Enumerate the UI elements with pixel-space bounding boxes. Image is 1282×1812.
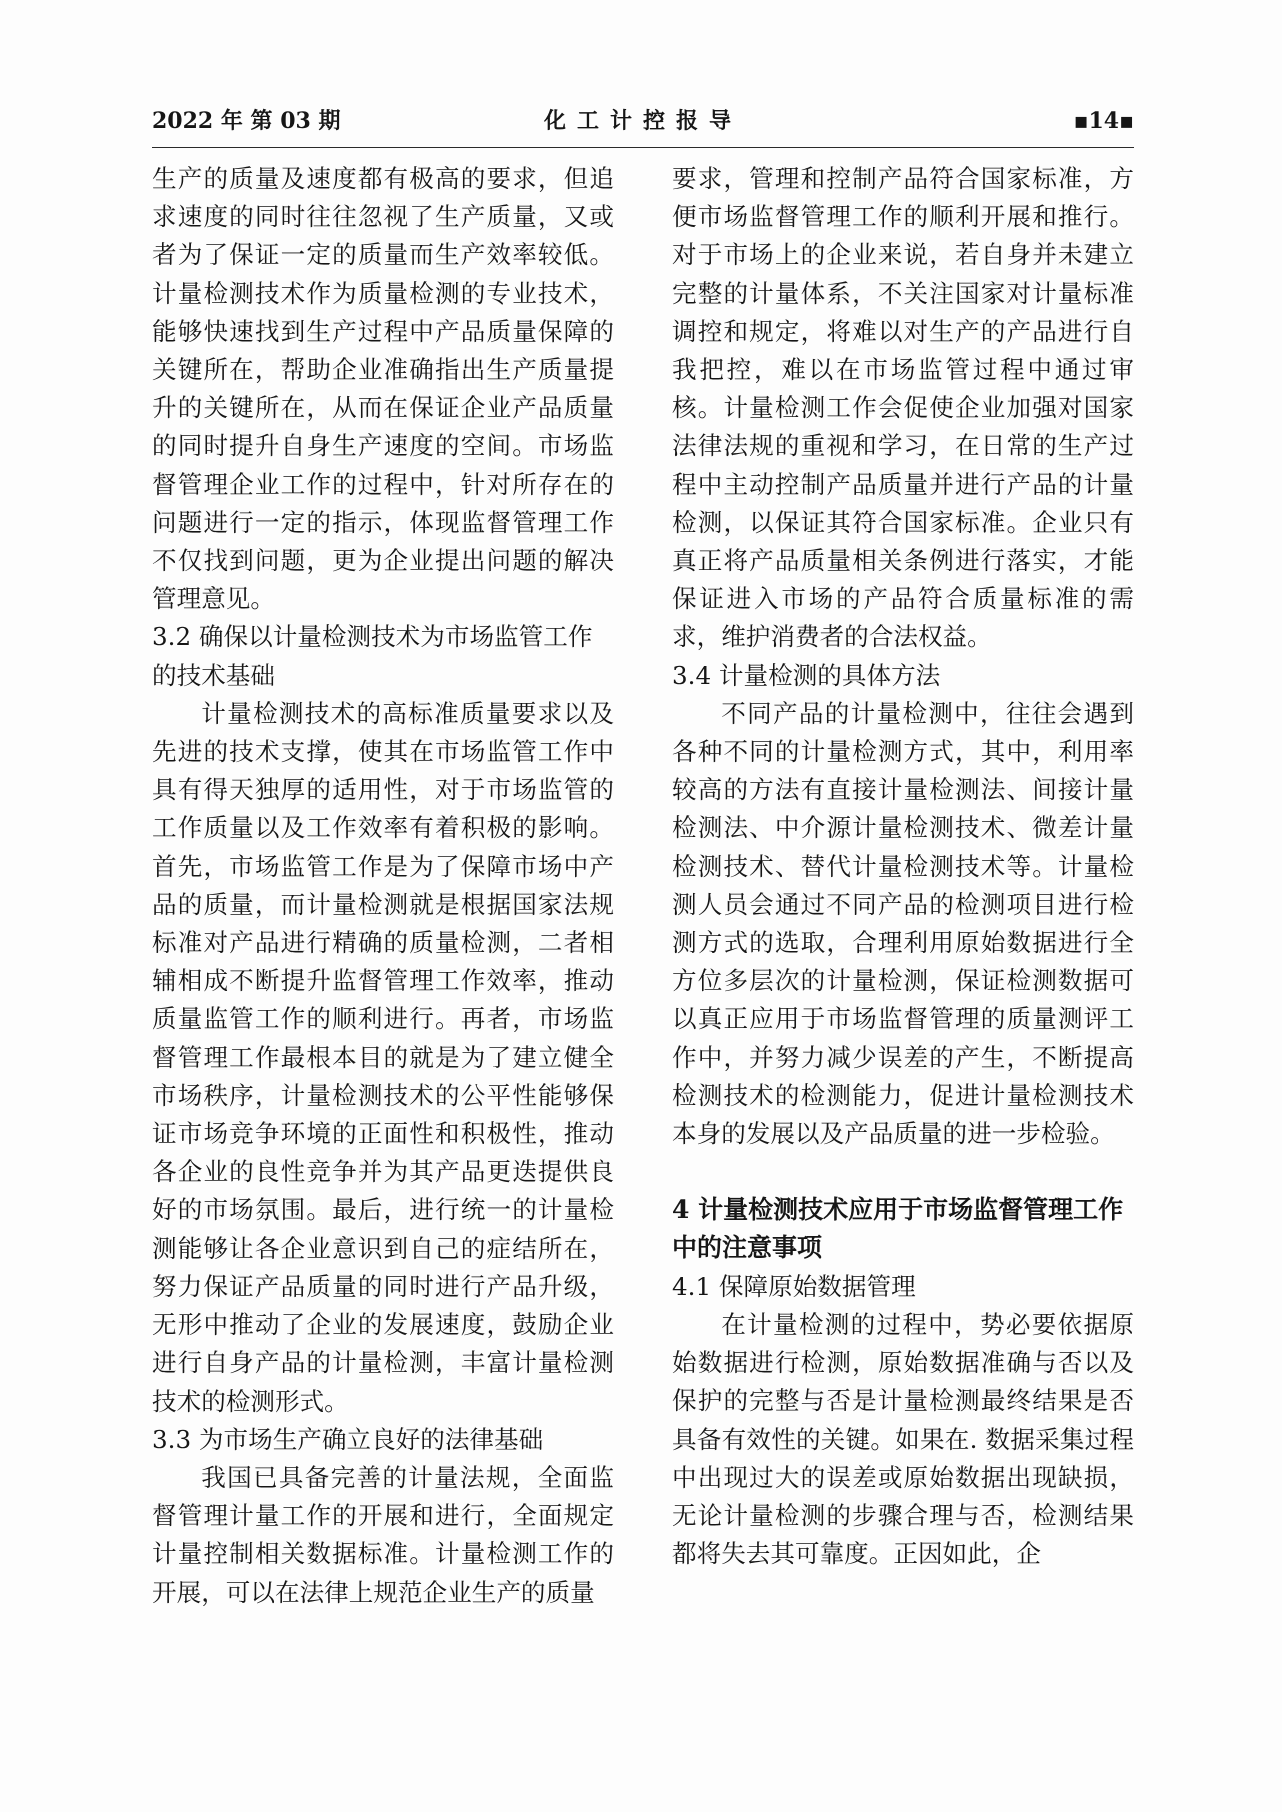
section-heading-3-4: 3.4 计量检测的具体方法 xyxy=(672,660,941,690)
page-number: ▪14▪ xyxy=(1073,108,1134,134)
section-heading-4: 4 计量检测技术应用于市场监督管理工作中的注意事项 xyxy=(672,1195,1124,1263)
journal-title: 化工计控报导 xyxy=(543,108,742,134)
left-column xyxy=(152,160,614,1612)
section-heading-3-3: 3.3 为市场生产确立良好的法律基础 xyxy=(152,1424,544,1454)
paragraph-3-3: 我国已具备完善的计量法规，全面监督管理计量工作的开展和进行，全面规定计量控制相关数据标准。计量检测工作的开展，可以在法律上规范企业生产的质量 xyxy=(152,1462,614,1607)
section-heading-3-2: 3.2 确保以计量检测技术为市场监管工作的技术基础 xyxy=(152,622,593,690)
right-column xyxy=(672,160,1134,1573)
paragraph-continued: 生产的质量及速度都有极高的要求，但追求速度的同时往往忽视了生产质量，又或者为了保证一定的质量而生产效率较低。计量检测技术作为质量检测的专业技术，能够快速找到生产过程中产品质量保障的关键所在，帮助企业准确指出生产质量提升的关键所在，从而在保证企业产品质量的同时提升自身生产速度的空间。市场监督管理企业工作的过程中，针对所存在的问题进行一定的指示，体现监督管理工作不仅找到问题，更为企业提出问题的解决管理意见。 xyxy=(152,164,614,614)
header-divider xyxy=(152,147,1134,148)
paragraph-4-1: 在计量检测的过程中，势必要依据原始数据进行检测，原始数据准确与否以及保护的完整与否是计量检测最终结果是否具备有效性的关键。如果在. 数据采集过程中出现过大的误差或原始数据出现缺损，无论计量检测的步骤合理与否，检测结果都将失去其可靠度。正因如此，企 xyxy=(672,1309,1134,1569)
paragraph-3-2: 计量检测技术的高标准质量要求以及先进的技术支撑，使其在市场监管工作中具有得天独厚的适用性，对于市场监管的工作质量以及工作效率有着积极的影响。首先，市场监管工作是为了保障市场中产品的质量，而计量检测就是根据国家法规标准对产品进行精确的质量检测，二者相辅相成不断提升监督管理工作效率，推动质量监管工作的顺利进行。再者，市场监督管理工作最根本目的就是为了建立健全市场秩序，计量检测技术的公平性能够保证市场竞争环境的正面性和积极性，推动各企业的良性竞争并为其产品更迭提供良好的市场氛围。最后，进行统一的计量检测能够让各企业意识到自己的症结所在，努力保证产品质量的同时进行产品升级，无形中推动了企业的发展速度，鼓励企业进行自身产品的计量检测，丰富计量检测技术的检测形式。 xyxy=(152,698,614,1416)
section-gap xyxy=(672,1153,1134,1191)
issue-label: 2022 年 第 03 期 xyxy=(152,108,341,134)
running-header xyxy=(152,104,1134,138)
section-heading-4-1: 4.1 保障原始数据管理 xyxy=(672,1271,916,1301)
paragraph-3-4: 不同产品的计量检测中，往往会遇到各种不同的计量检测方式，其中，利用率较高的方法有直接计量检测法、间接计量检测法、中介源计量检测技术、微差计量检测技术、替代计量检测技术等。计量检测人员会通过不同产品的检测项目进行检测方式的选取，合理利用原始数据进行全方位多层次的计量检测，保证检测数据可以真正应用于市场监督管理的质量测评工作中，并努力减少误差的产生，不断提高检测技术的检测能力，促进计量检测技术本身的发展以及产品质量的进一步检验。 xyxy=(672,698,1134,1149)
paragraph-continued: 要求，管理和控制产品符合国家标准，方便市场监督管理工作的顺利开展和推行。对于市场上的企业来说，若自身并未建立完整的计量体系，不关注国家对计量标准调控和规定，将难以对生产的产品进行自我把控，难以在市场监管过程中通过审核。计量检测工作会促使企业加强对国家法律法规的重视和学习，在日常的生产过程中主动控制产品质量并进行产品的计量检测，以保证其符合国家标准。企业只有真正将产品质量相关条例进行落实，才能保证进入市场的产品符合质量标准的需求，维护消费者的合法权益。 xyxy=(672,164,1134,652)
